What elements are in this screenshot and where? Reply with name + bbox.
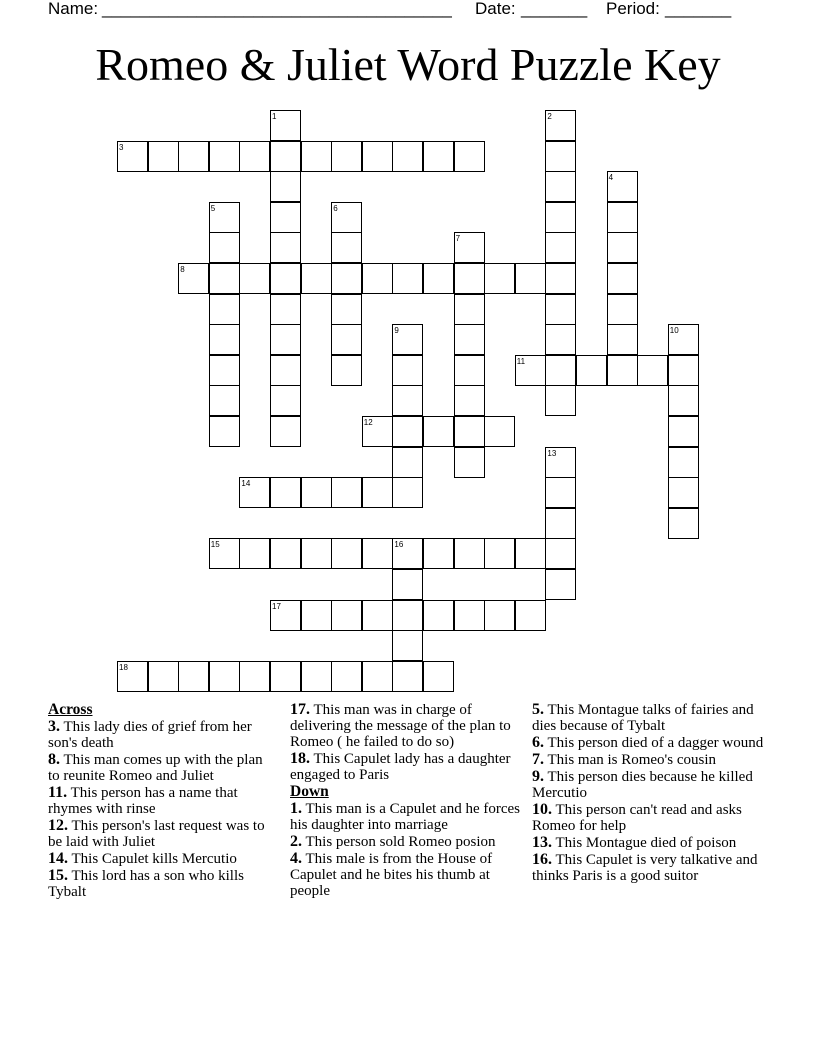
grid-cell[interactable] (209, 232, 240, 263)
clue-number: 16. (532, 851, 552, 868)
grid-cell[interactable] (392, 385, 423, 416)
clue-text: This man is a Capulet and he forces his daughter into marriage (290, 801, 521, 833)
clue-number: 5. (532, 701, 544, 718)
down-clue (290, 834, 526, 850)
grid-cell[interactable] (239, 263, 270, 294)
across-clue (48, 719, 278, 751)
grid-cell[interactable] (454, 385, 485, 416)
clue-text: This person died of a dagger wound (547, 735, 764, 751)
grid-cell[interactable] (545, 202, 576, 233)
page-title: Romeo & Juliet Word Puzzle Key (95, 39, 721, 90)
grid-cell[interactable] (423, 538, 454, 569)
grid-cell[interactable] (301, 661, 332, 692)
grid-cell[interactable] (331, 232, 362, 263)
grid-cell[interactable] (270, 294, 301, 325)
grid-cell[interactable] (392, 355, 423, 386)
grid-cell[interactable] (423, 263, 454, 294)
grid-cell[interactable] (301, 477, 332, 508)
grid-cell[interactable] (668, 447, 699, 478)
grid-cell[interactable] (392, 263, 423, 294)
clue-number: 4. (290, 850, 302, 867)
clue-number-16: 16 (394, 540, 404, 550)
grid-cell[interactable] (545, 263, 576, 294)
grid-cell[interactable] (668, 385, 699, 416)
down-clue (532, 702, 768, 734)
clue-text: This lord has a son who kills Tybalt (48, 868, 244, 900)
grid-cell[interactable] (545, 569, 576, 600)
grid-cell[interactable] (545, 294, 576, 325)
grid-cell[interactable] (392, 630, 423, 661)
down-heading: Down (290, 783, 329, 800)
clue-number-12: 12 (363, 418, 373, 427)
grid-cell[interactable] (423, 141, 454, 172)
grid-cell[interactable] (607, 355, 638, 386)
grid-cell[interactable] (545, 385, 576, 416)
grid-cell[interactable] (270, 171, 301, 202)
clue-text: This Capulet is very talkative and thinks Paris is a good suitor (532, 852, 758, 884)
grid-cell[interactable] (270, 355, 301, 386)
grid-cell[interactable] (607, 294, 638, 325)
grid-cell[interactable] (607, 324, 638, 355)
clue-number-8: 8 (180, 265, 185, 274)
clue-number-9: 9 (394, 326, 399, 336)
down-clue (532, 802, 768, 834)
clue-text: This male is from the House of Capulet and he bites his thumb at people (290, 851, 493, 899)
grid-cell[interactable] (392, 447, 423, 478)
grid-cell[interactable] (362, 141, 393, 172)
grid-cell[interactable] (668, 355, 699, 386)
grid-cell[interactable] (515, 600, 546, 631)
grid-cell[interactable] (454, 355, 485, 386)
grid-cell[interactable] (668, 477, 699, 508)
clue-text: This person dies because he killed Mercutio (532, 769, 753, 801)
across-clue (48, 851, 278, 867)
grid-cell[interactable] (668, 508, 699, 539)
grid-cell[interactable] (362, 477, 393, 508)
clue-number-3: 3 (119, 142, 124, 152)
grid-cell[interactable] (515, 263, 546, 294)
clues-column-2 (290, 702, 526, 900)
clue-text: This Montague died of poison (555, 835, 737, 851)
grid-cell[interactable] (607, 202, 638, 233)
clues-column-1 (48, 702, 278, 901)
grid-cell[interactable] (607, 263, 638, 294)
grid-cell[interactable] (637, 355, 668, 386)
clue-text: This man was in charge of delivering the message of the plan to Romeo ( he failed to do so) (290, 702, 511, 750)
grid-cell[interactable] (392, 141, 423, 172)
across-clue (48, 752, 278, 784)
grid-cell[interactable] (209, 141, 240, 172)
down-clue (532, 852, 768, 884)
clue-text: This man comes up with the plan to reunite Romeo and Juliet (48, 752, 263, 784)
down-clue (532, 735, 768, 751)
name-label: Name: (48, 0, 99, 18)
clue-number-6: 6 (333, 203, 338, 213)
grid-cell[interactable] (331, 600, 362, 631)
grid-cell[interactable] (209, 385, 240, 416)
clue-number-10: 10 (669, 326, 679, 336)
grid-cell[interactable] (331, 355, 362, 386)
across-clue (290, 751, 526, 783)
grid-cell[interactable] (362, 263, 393, 294)
date-line[interactable]: _______ (521, 0, 588, 18)
clue-number-14: 14 (241, 479, 251, 489)
grid-cell[interactable] (454, 538, 485, 569)
clue-text: This lady dies of grief from her son's death (48, 719, 252, 751)
grid-cell[interactable] (545, 477, 576, 508)
grid-cell[interactable] (607, 232, 638, 263)
grid-cell[interactable] (239, 141, 270, 172)
clue-number: 15. (48, 867, 68, 884)
grid-cell[interactable] (331, 477, 362, 508)
clue-text: This person has a name that rhymes with rinse (48, 785, 238, 817)
grid-cell[interactable] (331, 538, 362, 569)
down-clue (532, 752, 768, 768)
across-clue (48, 818, 278, 850)
name-line[interactable]: _____________________________________ (102, 0, 452, 18)
grid-cell[interactable] (392, 569, 423, 600)
clue-number-5: 5 (210, 203, 216, 213)
grid-cell[interactable] (209, 661, 240, 692)
across-clue (290, 702, 526, 750)
grid-cell[interactable] (576, 355, 607, 386)
grid-cell[interactable] (270, 141, 301, 172)
clue-number: 2. (290, 833, 302, 850)
period-label: Period: (606, 0, 660, 18)
grid-cell[interactable] (423, 416, 454, 447)
grid-cell[interactable] (454, 416, 485, 447)
grid-cell[interactable] (392, 600, 423, 631)
down-clue (532, 769, 768, 801)
grid-cell[interactable] (301, 538, 332, 569)
grid-cell[interactable] (239, 661, 270, 692)
clue-number: 14. (48, 850, 68, 867)
clue-number: 10. (532, 801, 552, 818)
clue-text: This person sold Romeo posion (305, 834, 496, 850)
grid-cell[interactable] (270, 232, 301, 263)
clue-number-13: 13 (547, 448, 557, 458)
grid-cell[interactable] (484, 600, 515, 631)
down-clue (532, 835, 768, 851)
grid-cell[interactable] (270, 202, 301, 233)
grid-cell[interactable] (545, 508, 576, 539)
grid-cell[interactable] (484, 263, 515, 294)
clue-number: 8. (48, 751, 60, 768)
clue-number: 3. (48, 718, 60, 735)
clue-number-18: 18 (119, 662, 128, 672)
grid-cell[interactable] (545, 355, 576, 386)
grid-cell[interactable] (423, 661, 454, 692)
grid-cell[interactable] (362, 661, 393, 692)
down-clue (290, 851, 526, 899)
clue-number: 6. (532, 734, 544, 751)
grid-cell[interactable] (545, 538, 576, 569)
clue-number-7: 7 (455, 234, 461, 244)
grid-cell[interactable] (331, 141, 362, 172)
grid-cell[interactable] (331, 661, 362, 692)
grid-cell[interactable] (148, 141, 179, 172)
clue-number-15: 15 (210, 540, 220, 550)
grid-cell[interactable] (545, 141, 576, 172)
clue-number: 18. (290, 750, 310, 767)
grid-cell[interactable] (362, 538, 393, 569)
clue-number-17: 17 (272, 601, 281, 611)
grid-cell[interactable] (209, 416, 240, 447)
grid-cell[interactable] (668, 416, 699, 447)
grid-cell[interactable] (454, 294, 485, 325)
grid-cell[interactable] (209, 324, 240, 355)
clue-number: 17. (290, 701, 310, 718)
clue-text: This man is Romeo's cousin (547, 752, 717, 768)
grid-cell[interactable] (331, 263, 362, 294)
clue-number-1: 1 (272, 112, 277, 121)
grid-cell[interactable] (209, 263, 240, 294)
across-clue (48, 868, 278, 900)
grid-cell[interactable] (392, 661, 423, 692)
date-label: Date: (475, 0, 516, 18)
grid-cell[interactable] (301, 141, 332, 172)
clue-text: This person's last request was to be laid with Juliet (48, 818, 265, 850)
across-clue (48, 785, 278, 817)
grid-cell[interactable] (239, 538, 270, 569)
grid-cell[interactable] (454, 600, 485, 631)
clues-column-3 (532, 702, 768, 885)
grid-cell[interactable] (545, 232, 576, 263)
clue-number: 9. (532, 768, 544, 785)
period-line[interactable]: _______ (665, 0, 732, 18)
grid-cell[interactable] (301, 263, 332, 294)
grid-cell[interactable] (454, 263, 485, 294)
clue-text: This person can't read and asks Romeo for help (532, 802, 742, 834)
grid-cell[interactable] (209, 294, 240, 325)
clue-text: This Capulet lady has a daughter engaged to Paris (290, 751, 511, 783)
clue-text: This Capulet kills Mercutio (71, 851, 237, 867)
grid-cell[interactable] (270, 385, 301, 416)
grid-cell[interactable] (301, 600, 332, 631)
grid-cell[interactable] (331, 324, 362, 355)
grid-cell[interactable] (392, 416, 423, 447)
clue-number-4: 4 (608, 173, 614, 183)
clue-number: 12. (48, 817, 68, 834)
grid-cell[interactable] (484, 538, 515, 569)
grid-cell[interactable] (454, 447, 485, 478)
grid-cell[interactable] (331, 294, 362, 325)
clue-number: 7. (532, 751, 544, 768)
grid-cell[interactable] (423, 600, 454, 631)
grid-cell[interactable] (209, 355, 240, 386)
grid-cell[interactable] (270, 263, 301, 294)
down-clue (290, 801, 526, 833)
clue-number: 13. (532, 834, 552, 851)
grid-cell[interactable] (270, 538, 301, 569)
grid-cell[interactable] (454, 141, 485, 172)
grid-cell[interactable] (515, 538, 546, 569)
across-heading: Across (48, 701, 93, 718)
grid-cell[interactable] (270, 324, 301, 355)
clue-text: This Montague talks of fairies and dies because of Tybalt (532, 702, 754, 734)
grid-cell[interactable] (178, 661, 209, 692)
grid-cell[interactable] (454, 324, 485, 355)
grid-cell[interactable] (270, 477, 301, 508)
grid-cell[interactable] (484, 416, 515, 447)
grid-cell[interactable] (148, 661, 179, 692)
grid-cell[interactable] (362, 600, 393, 631)
grid-cell[interactable] (545, 171, 576, 202)
grid-cell[interactable] (270, 416, 301, 447)
clue-number: 1. (290, 800, 302, 817)
grid-cell[interactable] (178, 141, 209, 172)
clue-number-2: 2 (547, 112, 552, 121)
grid-cell[interactable] (392, 477, 423, 508)
clue-number-11: 11 (516, 356, 526, 366)
grid-cell[interactable] (545, 324, 576, 355)
grid-cell[interactable] (270, 661, 301, 692)
clue-number: 11. (48, 784, 68, 801)
